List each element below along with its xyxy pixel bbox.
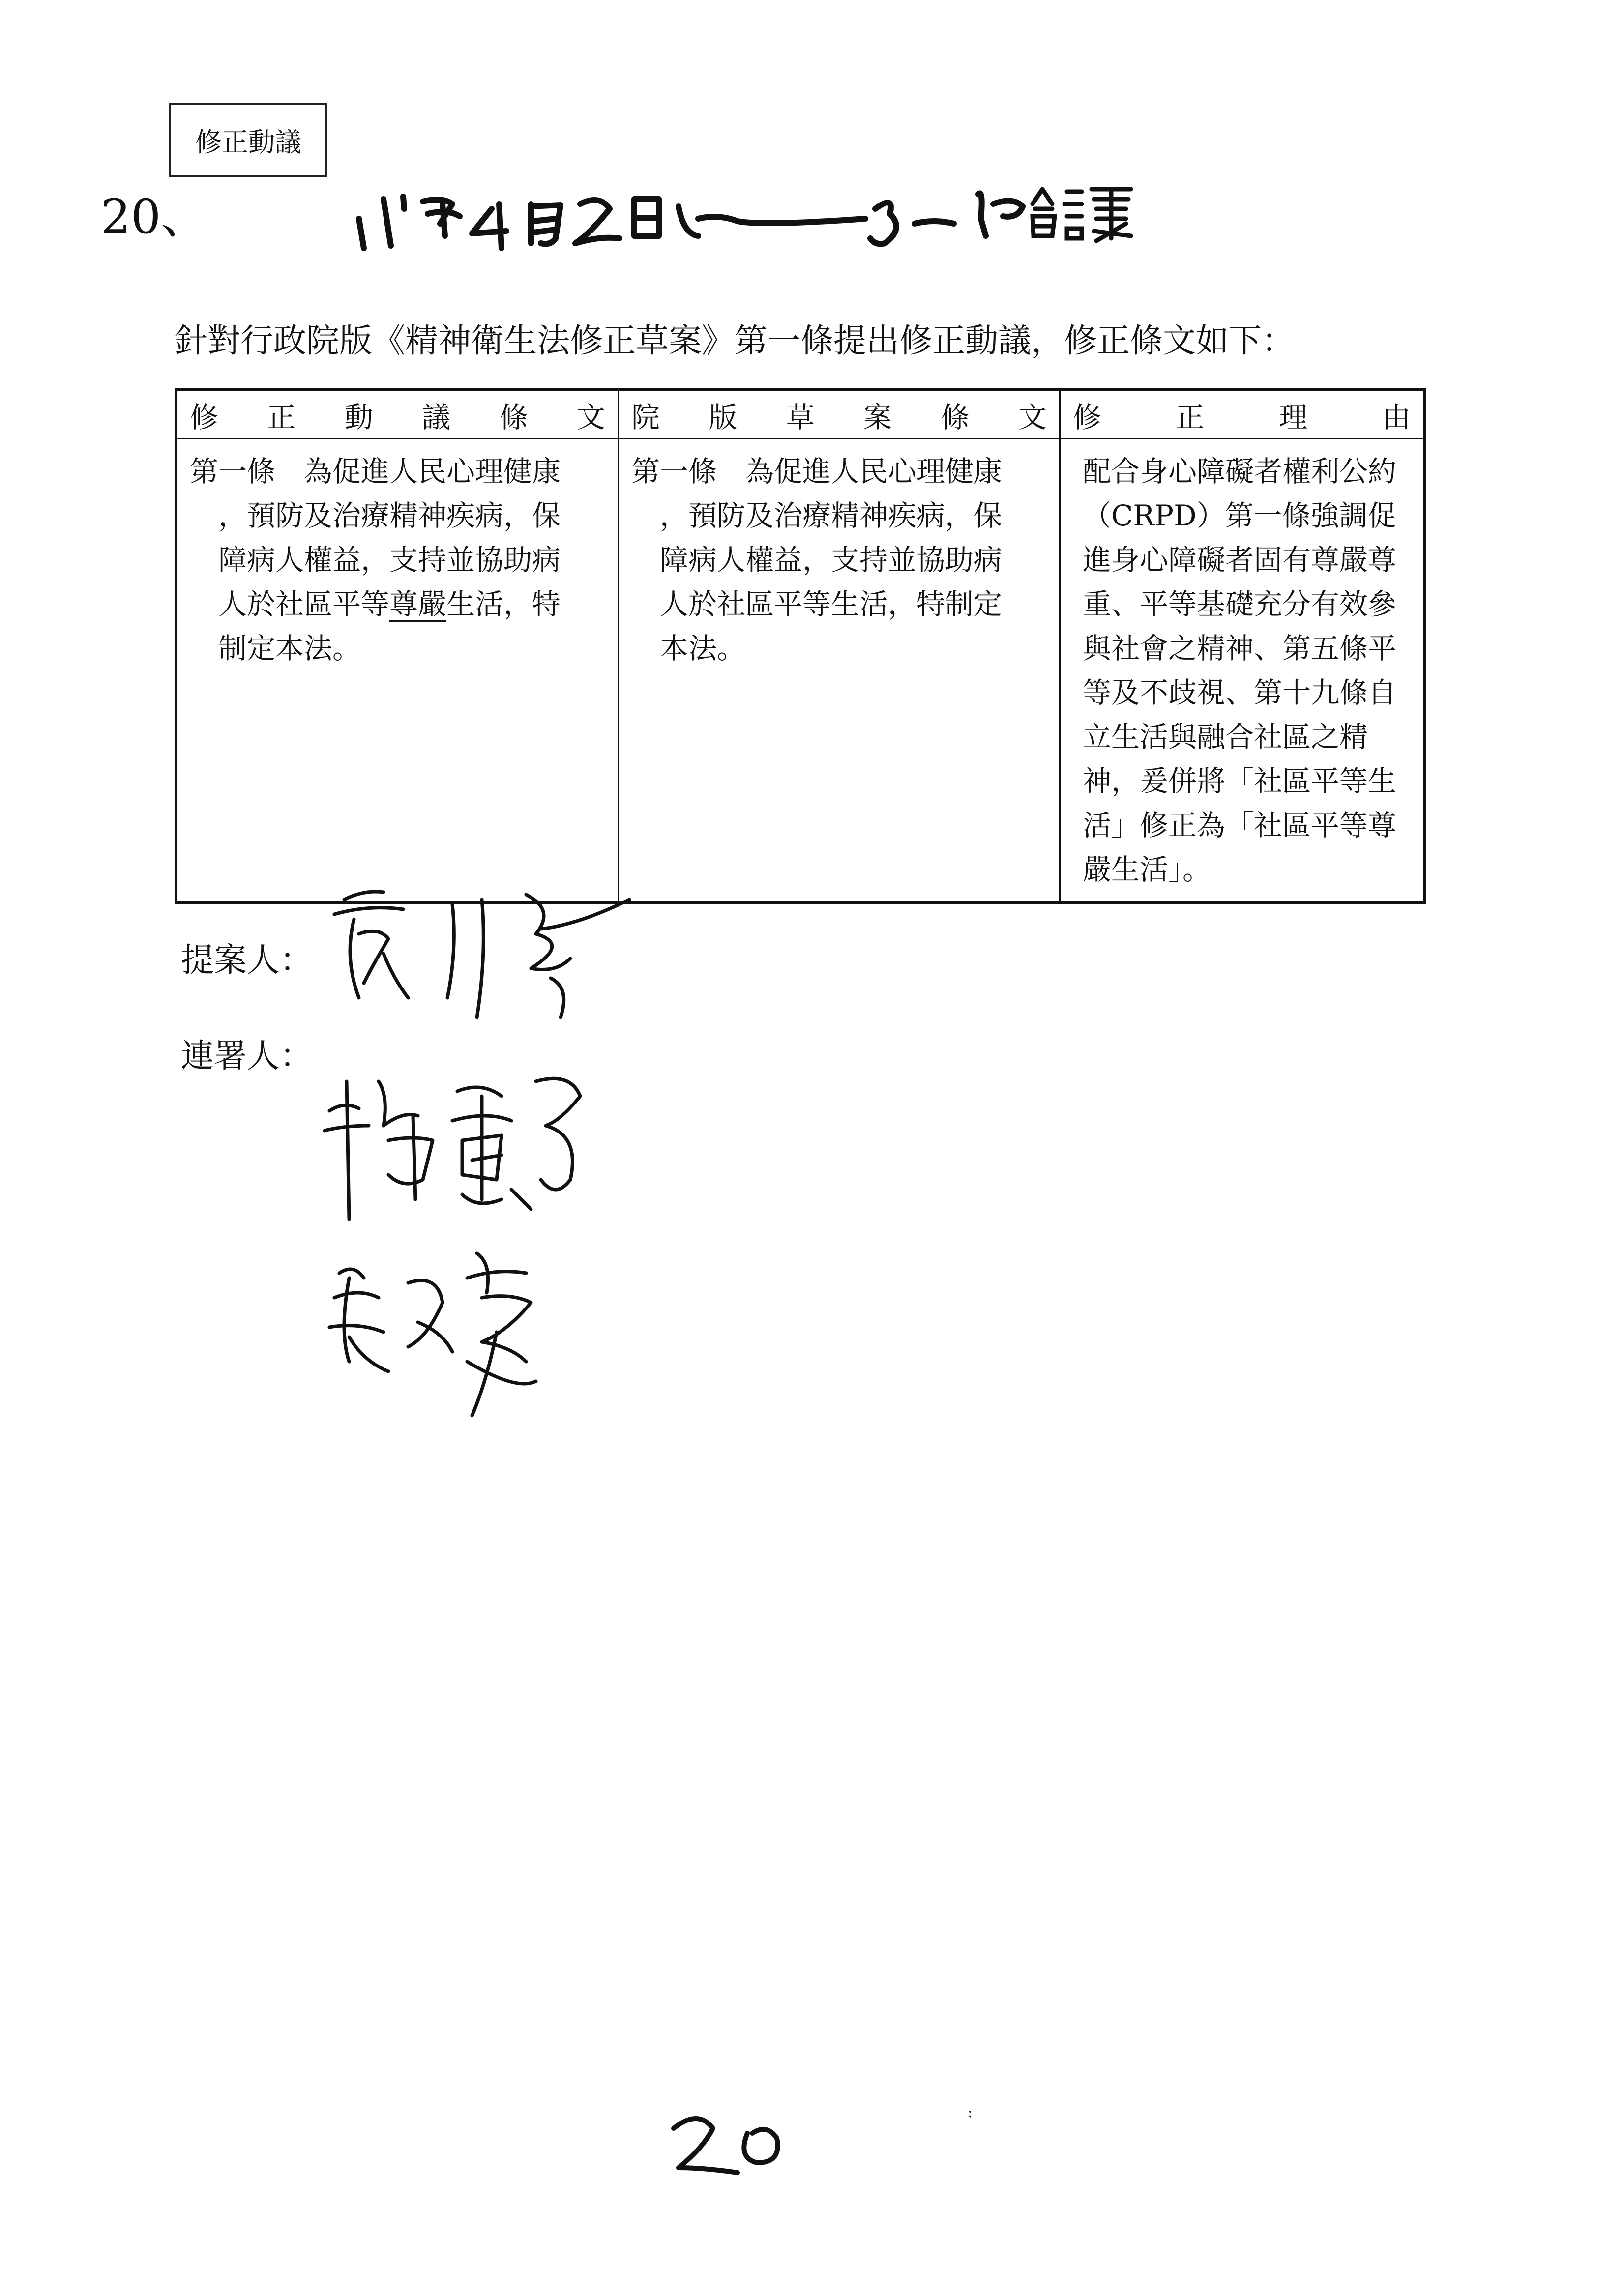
draft-article-line: ，預防及治療精神疾病，保 <box>660 499 1003 532</box>
draft-article-label: 第一條 <box>631 455 717 488</box>
handwritten-meeting-date <box>344 150 1170 263</box>
motion-article-line: 生活，特 <box>446 587 561 621</box>
amendment-table <box>175 388 1426 904</box>
header-motion-article: 修正動議條文 <box>176 390 619 439</box>
proposer-label: 提案人： <box>181 941 313 979</box>
motion-article-line: 人於社區平等 <box>218 587 390 621</box>
underlined-amendment: 尊嚴 <box>389 587 447 621</box>
motion-article-line: 障病人權益，支持並協助病 <box>218 543 561 577</box>
item-number: 20、 <box>101 189 208 244</box>
draft-article-line: 本法。 <box>660 632 746 665</box>
reason-cell <box>1060 439 1425 903</box>
handwritten-page-number <box>654 2099 831 2187</box>
header-draft-article: 院版草案條文 <box>619 390 1060 439</box>
draft-article-line: 人於社區平等生活，特制定 <box>660 587 1003 621</box>
header-reason: 修正理由 <box>1060 390 1425 439</box>
proposer-signature <box>325 870 669 1027</box>
reason-text: 配合身心障礙者權利公約（CRPD）第一條強調促進身心障礙者固有尊嚴尊重、平等基礎充分有效參與社會之精神、第五條平等及不歧視、第十九條自立生活與融合社區之精神，爰併將「社區平等生活」修正為「社區平等尊嚴生活」。 <box>1083 455 1397 886</box>
intro-text: 針對行政院版《精神衛生法修正草案》第一條提出修正動議，修正條文如下： <box>175 321 1295 360</box>
draft-article-line: 障病人權益，支持並協助病 <box>660 543 1003 577</box>
motion-stamp-label: 修正動議 <box>169 103 327 177</box>
cosigner-signature-2 <box>320 1234 624 1421</box>
cosigner-label: 連署人： <box>181 1037 313 1075</box>
motion-article-label: 第一條 <box>190 455 276 488</box>
motion-article-cell <box>176 439 619 903</box>
draft-article-line: 為促進人民心理健康 <box>745 455 1003 488</box>
motion-article-line: 制定本法。 <box>218 632 361 665</box>
motion-article-line: ，預防及治療精神疾病，保 <box>218 499 561 532</box>
motion-article-line: 為促進人民心理健康 <box>304 455 561 488</box>
draft-article-cell <box>619 439 1060 903</box>
cosigner-signature-1 <box>315 1052 620 1234</box>
page-mark: : <box>968 2104 973 2121</box>
